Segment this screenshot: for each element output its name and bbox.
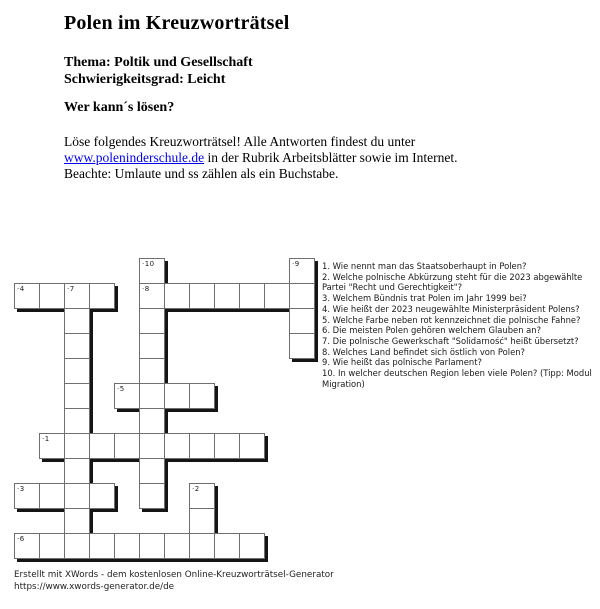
- question-list: [322, 261, 600, 389]
- crossword-cell: [214, 283, 240, 309]
- crossword-cell: [64, 483, 90, 509]
- crossword-cell: [89, 483, 115, 509]
- challenge-line: Wer kann´s lösen?: [64, 100, 175, 115]
- crossword-cell: [289, 333, 315, 359]
- crossword-cell: [189, 383, 215, 409]
- clue-number-3: ·3: [17, 485, 25, 493]
- crossword-cell: [64, 508, 90, 534]
- crossword-cell: [289, 283, 315, 309]
- crossword-cell: [139, 333, 165, 359]
- crossword-cell: [114, 433, 140, 459]
- crossword-cell: [189, 283, 215, 309]
- crossword-cell: [164, 433, 190, 459]
- crossword-cell: [39, 283, 65, 309]
- crossword-cell: [64, 433, 90, 459]
- page-title: Polen im Kreuzworträtsel: [64, 12, 290, 34]
- clue-number-8: ·8: [142, 285, 150, 293]
- crossword-cell: [189, 533, 215, 559]
- question-item: 10. In welcher deutschen Region leben viele Polen? (Tipp: Modul Migration): [322, 368, 592, 389]
- crossword-cell: [64, 383, 90, 409]
- crossword-cell: [64, 308, 90, 334]
- question-item: 3. Welchem Bündnis trat Polen im Jahr 1999 bei?: [322, 293, 527, 304]
- crossword-cell: [64, 533, 90, 559]
- question-item: 6. Die meisten Polen gehören welchem Glauben an?: [322, 325, 542, 336]
- crossword-cell: [289, 308, 315, 334]
- crossword-cell: [139, 533, 165, 559]
- crossword-cell: [189, 508, 215, 534]
- word-block-6: [14, 533, 265, 559]
- question-item: 7. Die polnische Gewerkschaft "Solidarność" heißt übersetzt?: [322, 335, 579, 346]
- clue-number-10: ·10: [142, 260, 155, 268]
- question-item: 2. Welche polnische Abkürzung steht für die 2023 abgewählte Partei "Recht und Gerechtigkeit"?: [322, 271, 583, 293]
- crossword-cell: [64, 358, 90, 384]
- word-block-9: [289, 258, 315, 359]
- crossword-cell: [139, 458, 165, 484]
- clue-number-5: ·5: [117, 385, 125, 393]
- crossword-cell: [139, 308, 165, 334]
- crossword-cell: [164, 533, 190, 559]
- crossword-cell: [239, 283, 265, 309]
- crossword-cell: [214, 533, 240, 559]
- crossword-cell: [139, 433, 165, 459]
- crossword-cell: [64, 333, 90, 359]
- crossword-cell: [139, 383, 165, 409]
- crossword-cell: [164, 383, 190, 409]
- crossword-cell: [39, 533, 65, 559]
- clue-number-7: ·7: [67, 285, 75, 293]
- clue-number-2: ·2: [192, 485, 200, 493]
- crossword-cell: [89, 433, 115, 459]
- question-item: 1. Wie nennt man das Staatsoberhaupt in Polen?: [322, 261, 527, 271]
- crossword-cell: [264, 283, 290, 309]
- intro-line-3: Beachte: Umlaute und ss zählen als ein Buchstabe.: [64, 165, 339, 181]
- question-item: 8. Welches Land befindet sich östlich von Polen?: [322, 346, 525, 357]
- question-item: 9. Wie heißt das polnische Parlament?: [322, 357, 482, 368]
- word-block-10: [139, 258, 165, 509]
- footer-generator-url: https://www.xwords-generator.de/de: [14, 582, 175, 592]
- question-item: 5. Welche Farbe neben rot kennzeichnet die polnische Fahne?: [322, 314, 581, 325]
- footer: [14, 569, 334, 593]
- crossword-cell: [64, 408, 90, 434]
- clue-number-4: ·4: [17, 285, 25, 293]
- crossword-cell: [139, 483, 165, 509]
- crossword-cell: [164, 283, 190, 309]
- question-item: 4. Wie heißt der 2023 neugewählte Ministerpräsident Polens?: [322, 303, 580, 314]
- crossword-cell: [89, 283, 115, 309]
- word-block-7: [64, 283, 90, 559]
- clue-number-6: ·6: [17, 535, 25, 543]
- crossword-cell: [114, 533, 140, 559]
- crossword-cell: [64, 458, 90, 484]
- crossword-cell: [139, 408, 165, 434]
- crossword-cell: [89, 533, 115, 559]
- crossword-cell: [214, 433, 240, 459]
- crossword-cell: [139, 358, 165, 384]
- crossword-cell: [189, 433, 215, 459]
- difficulty-line: Schwierigkeitsgrad: Leicht: [64, 72, 226, 87]
- clue-number-9: ·9: [292, 260, 300, 268]
- crossword-cell: [39, 483, 65, 509]
- poleninderschule-link[interactable]: www.poleninderschule.de: [64, 149, 205, 165]
- intro-line-1: Löse folgendes Kreuzworträtsel! Alle Antworten findest du unter: [64, 134, 416, 149]
- crossword-cell: [239, 433, 265, 459]
- intro-line-2-rest: in der Rubrik Arbeitsblätter sowie im Internet.: [204, 149, 458, 165]
- crossword-cell: [239, 533, 265, 559]
- clue-number-1: ·1: [42, 435, 50, 443]
- footer-generator-credit: Erstellt mit XWords - dem kostenlosen Online-Kreuzworträtsel-Generator: [14, 570, 334, 580]
- theme-line: Thema: Poltik und Gesellschaft: [64, 55, 253, 70]
